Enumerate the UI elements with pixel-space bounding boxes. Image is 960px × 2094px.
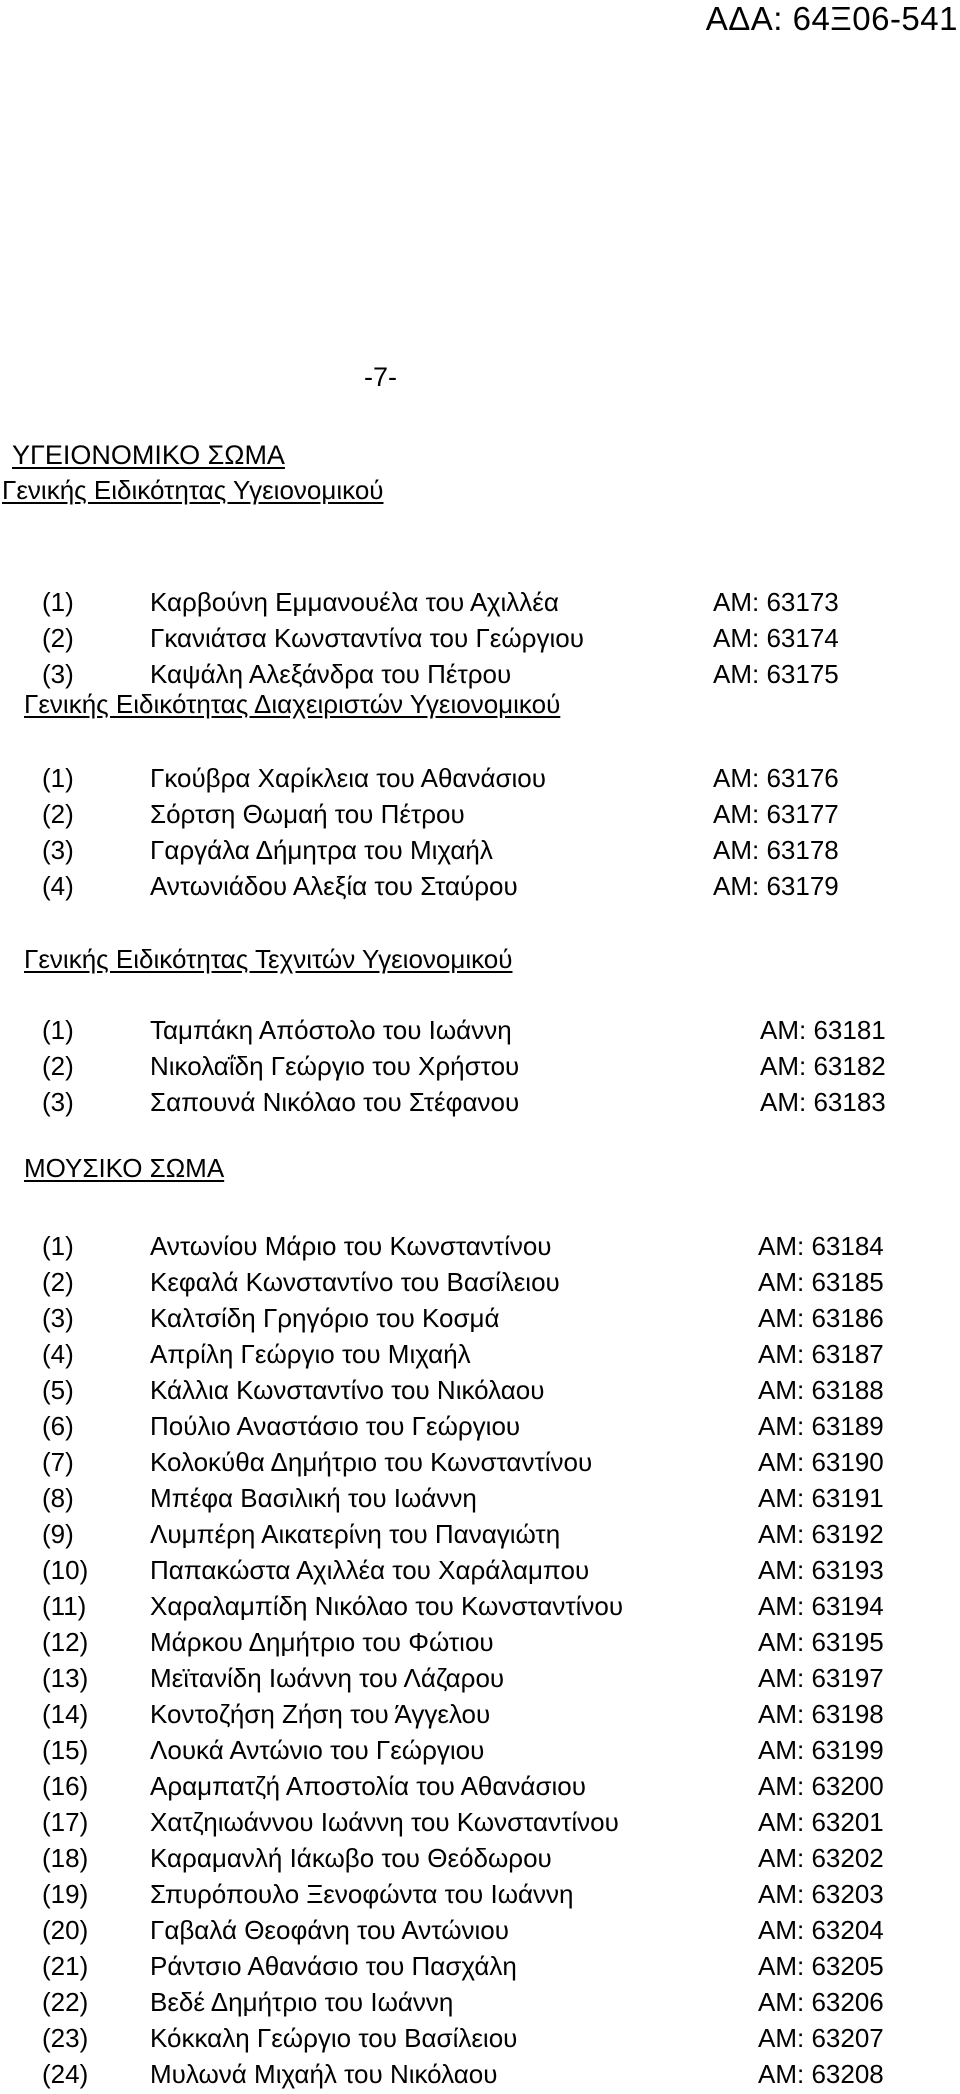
registration-number: ΑΜ: 63205 bbox=[758, 1951, 884, 1981]
registration-number: ΑΜ: 63191 bbox=[758, 1483, 884, 1513]
list-item bbox=[0, 1588, 960, 1624]
registration-number: ΑΜ: 63202 bbox=[758, 1843, 884, 1873]
registration-number: ΑΜ: 63176 bbox=[713, 763, 839, 793]
person-name: Μεϊτανίδη Ιωάννη του Λάζαρου bbox=[150, 1663, 505, 1693]
item-number: (2) bbox=[42, 1051, 74, 1081]
list-item bbox=[0, 1264, 960, 1300]
person-name: Καψάλη Αλεξάνδρα του Πέτρου bbox=[150, 659, 512, 689]
person-name: Καλτσίδη Γρηγόριο του Κοσμά bbox=[150, 1303, 500, 1333]
item-number: (19) bbox=[42, 1879, 89, 1909]
list-item bbox=[0, 1984, 960, 2020]
registration-number: ΑΜ: 63194 bbox=[758, 1591, 884, 1621]
item-number: (14) bbox=[42, 1699, 89, 1729]
item-number: (9) bbox=[42, 1519, 74, 1549]
registration-number: ΑΜ: 63206 bbox=[758, 1987, 884, 2017]
person-name: Ταμπάκη Απόστολο του Ιωάννη bbox=[150, 1015, 512, 1045]
list-item bbox=[0, 1696, 960, 1732]
section-heading-music-corps: ΜΟΥΣΙΚΟ ΣΩΜΑ bbox=[24, 1153, 225, 1183]
person-name: Μυλωνά Μιχαήλ του Νικόλαου bbox=[150, 2059, 498, 2089]
item-number: (8) bbox=[42, 1483, 74, 1513]
personnel-list-general bbox=[0, 584, 960, 692]
item-number: (1) bbox=[42, 587, 74, 617]
list-item bbox=[0, 796, 960, 832]
registration-number: ΑΜ: 63175 bbox=[713, 659, 839, 689]
ada-code: ΑΔΑ: 64Ξ06-541 bbox=[705, 0, 958, 37]
registration-number: ΑΜ: 63208 bbox=[758, 2059, 884, 2089]
registration-number: ΑΜ: 63185 bbox=[758, 1267, 884, 1297]
person-name: Καρβούνη Εμμανουέλα του Αχιλλέα bbox=[150, 587, 559, 617]
registration-number: ΑΜ: 63204 bbox=[758, 1915, 884, 1945]
registration-number: ΑΜ: 63189 bbox=[758, 1411, 884, 1441]
item-number: (12) bbox=[42, 1627, 89, 1657]
list-item bbox=[0, 1516, 960, 1552]
list-item bbox=[0, 760, 960, 796]
registration-number: ΑΜ: 63186 bbox=[758, 1303, 884, 1333]
item-number: (20) bbox=[42, 1915, 89, 1945]
item-number: (3) bbox=[42, 1087, 74, 1117]
person-name: Νικολαΐδη Γεώργιο του Χρήστου bbox=[150, 1051, 520, 1081]
section-subtitle: Γενικής Ειδικότητας Υγειονομικού bbox=[2, 475, 384, 505]
item-number: (4) bbox=[42, 1339, 74, 1369]
item-number: (7) bbox=[42, 1447, 74, 1477]
person-name: Αραμπατζή Αποστολία του Αθανάσιου bbox=[150, 1771, 586, 1801]
list-item bbox=[0, 1408, 960, 1444]
registration-number: ΑΜ: 63199 bbox=[758, 1735, 884, 1765]
item-number: (2) bbox=[42, 799, 74, 829]
registration-number: ΑΜ: 63178 bbox=[713, 835, 839, 865]
list-item bbox=[0, 2056, 960, 2092]
list-item bbox=[0, 1300, 960, 1336]
item-number: (17) bbox=[42, 1807, 89, 1837]
person-name: Αντωνίου Μάριο του Κωνσταντίνου bbox=[150, 1231, 552, 1261]
item-number: (4) bbox=[42, 871, 74, 901]
list-item bbox=[0, 620, 960, 656]
registration-number: ΑΜ: 63198 bbox=[758, 1699, 884, 1729]
item-number: (5) bbox=[42, 1375, 74, 1405]
list-item bbox=[0, 1084, 960, 1120]
list-item bbox=[0, 656, 960, 692]
person-name: Γαβαλά Θεοφάνη του Αντώνιου bbox=[150, 1915, 509, 1945]
item-number: (1) bbox=[42, 1231, 74, 1261]
item-number: (1) bbox=[42, 1015, 74, 1045]
list-item bbox=[0, 1876, 960, 1912]
registration-number: ΑΜ: 63193 bbox=[758, 1555, 884, 1585]
list-item bbox=[0, 1048, 960, 1084]
registration-number: ΑΜ: 63173 bbox=[713, 587, 839, 617]
item-number: (2) bbox=[42, 623, 74, 653]
list-item bbox=[0, 1660, 960, 1696]
list-item bbox=[0, 1624, 960, 1660]
item-number: (3) bbox=[42, 1303, 74, 1333]
item-number: (22) bbox=[42, 1987, 89, 2017]
personnel-list-administrators bbox=[0, 760, 960, 904]
list-item bbox=[0, 1912, 960, 1948]
item-number: (16) bbox=[42, 1771, 89, 1801]
item-number: (18) bbox=[42, 1843, 89, 1873]
person-name: Σαπουνά Νικόλαο του Στέφανου bbox=[150, 1087, 520, 1117]
person-name: Βεδέ Δημήτριο του Ιωάννη bbox=[150, 1987, 454, 2017]
person-name: Σπυρόπουλο Ξενοφώντα του Ιωάννη bbox=[150, 1879, 574, 1909]
person-name: Μάρκου Δημήτριο του Φώτιου bbox=[150, 1627, 494, 1657]
list-item bbox=[0, 1228, 960, 1264]
registration-number: ΑΜ: 63207 bbox=[758, 2023, 884, 2053]
person-name: Κάλλια Κωνσταντίνο του Νικόλαου bbox=[150, 1375, 545, 1405]
person-name: Κοντοζήση Ζήση του Άγγελου bbox=[150, 1699, 491, 1729]
person-name: Γκούβρα Χαρίκλεια του Αθανάσιου bbox=[150, 763, 546, 793]
item-number: (2) bbox=[42, 1267, 74, 1297]
item-number: (13) bbox=[42, 1663, 89, 1693]
person-name: Αντωνιάδου Αλεξία του Σταύρου bbox=[150, 871, 518, 901]
personnel-list-music-corps bbox=[0, 1228, 960, 2092]
person-name: Γαργάλα Δήμητρα του Μιχαήλ bbox=[150, 835, 493, 865]
list-item bbox=[0, 584, 960, 620]
list-item bbox=[0, 868, 960, 904]
list-item bbox=[0, 1768, 960, 1804]
item-number: (10) bbox=[42, 1555, 89, 1585]
person-name: Λουκά Αντώνιο του Γεώργιου bbox=[150, 1735, 485, 1765]
list-item bbox=[0, 1444, 960, 1480]
registration-number: ΑΜ: 63195 bbox=[758, 1627, 884, 1657]
item-number: (6) bbox=[42, 1411, 74, 1441]
list-item bbox=[0, 1840, 960, 1876]
registration-number: ΑΜ: 63174 bbox=[713, 623, 839, 653]
section-heading-technicians: Γενικής Ειδικότητας Τεχνιτών Υγειονομικού bbox=[24, 944, 513, 974]
person-name: Σόρτση Θωμαή του Πέτρου bbox=[150, 799, 465, 829]
registration-number: ΑΜ: 63181 bbox=[760, 1015, 886, 1045]
person-name: Μπέφα Βασιλική του Ιωάννη bbox=[150, 1483, 477, 1513]
list-item bbox=[0, 1012, 960, 1048]
registration-number: ΑΜ: 63183 bbox=[760, 1087, 886, 1117]
item-number: (3) bbox=[42, 659, 74, 689]
list-item bbox=[0, 2020, 960, 2056]
item-number: (23) bbox=[42, 2023, 89, 2053]
list-item bbox=[0, 832, 960, 868]
registration-number: ΑΜ: 63177 bbox=[713, 799, 839, 829]
registration-number: ΑΜ: 63182 bbox=[760, 1051, 886, 1081]
person-name: Πούλιο Αναστάσιο του Γεώργιου bbox=[150, 1411, 521, 1441]
registration-number: ΑΜ: 63188 bbox=[758, 1375, 884, 1405]
person-name: Παπακώστα Αχιλλέα του Χαράλαμπου bbox=[150, 1555, 590, 1585]
registration-number: ΑΜ: 63197 bbox=[758, 1663, 884, 1693]
item-number: (1) bbox=[42, 763, 74, 793]
personnel-list-technicians bbox=[0, 1012, 960, 1120]
list-item bbox=[0, 1336, 960, 1372]
person-name: Κόκκαλη Γεώργιο του Βασίλειου bbox=[150, 2023, 518, 2053]
registration-number: ΑΜ: 63203 bbox=[758, 1879, 884, 1909]
list-item bbox=[0, 1372, 960, 1408]
registration-number: ΑΜ: 63190 bbox=[758, 1447, 884, 1477]
registration-number: ΑΜ: 63201 bbox=[758, 1807, 884, 1837]
registration-number: ΑΜ: 63179 bbox=[713, 871, 839, 901]
registration-number: ΑΜ: 63187 bbox=[758, 1339, 884, 1369]
person-name: Λυμπέρη Αικατερίνη του Παναγιώτη bbox=[150, 1519, 561, 1549]
item-number: (3) bbox=[42, 835, 74, 865]
registration-number: ΑΜ: 63200 bbox=[758, 1771, 884, 1801]
person-name: Κεφαλά Κωνσταντίνο του Βασίλειου bbox=[150, 1267, 560, 1297]
list-item bbox=[0, 1948, 960, 1984]
item-number: (11) bbox=[42, 1591, 87, 1621]
person-name: Καραμανλή Ιάκωβο του Θεόδωρου bbox=[150, 1843, 552, 1873]
person-name: Γκανιάτσα Κωνσταντίνα του Γεώργιου bbox=[150, 623, 584, 653]
list-item bbox=[0, 1804, 960, 1840]
item-number: (15) bbox=[42, 1735, 89, 1765]
item-number: (24) bbox=[42, 2059, 89, 2089]
registration-number: ΑΜ: 63192 bbox=[758, 1519, 884, 1549]
person-name: Χατζηιωάννου Ιωάννη του Κωνσταντίνου bbox=[150, 1807, 619, 1837]
page-title: ΥΓΕΙΟΝΟΜΙΚΟ ΣΩΜΑ bbox=[12, 440, 285, 470]
person-name: Κολοκύθα Δημήτριο του Κωνσταντίνου bbox=[150, 1447, 593, 1477]
page-number: -7- bbox=[364, 362, 397, 392]
person-name: Απρίλη Γεώργιο του Μιχαήλ bbox=[150, 1339, 471, 1369]
list-item bbox=[0, 1732, 960, 1768]
registration-number: ΑΜ: 63184 bbox=[758, 1231, 884, 1261]
list-item bbox=[0, 1480, 960, 1516]
item-number: (21) bbox=[42, 1951, 89, 1981]
section-heading-administrators: Γενικής Ειδικότητας Διαχειριστών Υγειονομικού bbox=[24, 689, 561, 719]
person-name: Ράντσιο Αθανάσιο του Πασχάλη bbox=[150, 1951, 517, 1981]
person-name: Χαραλαμπίδη Νικόλαο του Κωνσταντίνου bbox=[150, 1591, 624, 1621]
list-item bbox=[0, 1552, 960, 1588]
